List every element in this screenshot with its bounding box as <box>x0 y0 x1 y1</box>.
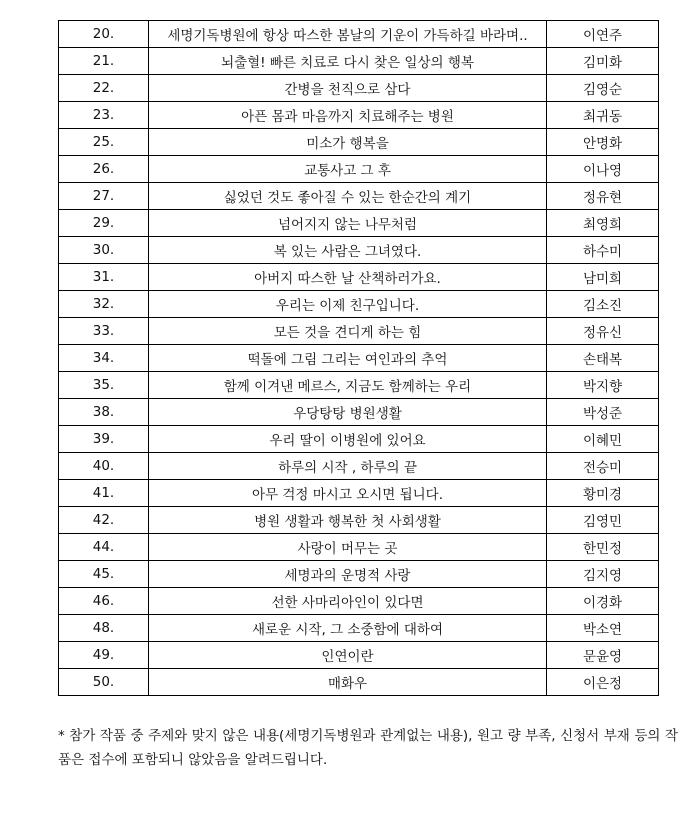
entry-title: 우당탕탕 병원생활 <box>149 399 547 426</box>
table-row <box>59 399 659 426</box>
entry-number: 34. <box>59 345 149 372</box>
table-row <box>59 534 659 561</box>
entry-number: 22. <box>59 75 149 102</box>
entry-title: 세명과의 운명적 사랑 <box>149 561 547 588</box>
entry-number: 44. <box>59 534 149 561</box>
entry-title: 미소가 행복을 <box>149 129 547 156</box>
entry-title: 새로운 시작, 그 소중함에 대하여 <box>149 615 547 642</box>
table-row <box>59 48 659 75</box>
entry-title: 사랑이 머무는 곳 <box>149 534 547 561</box>
entry-number: 29. <box>59 210 149 237</box>
table-row <box>59 183 659 210</box>
entry-author: 이나영 <box>547 156 659 183</box>
entry-title: 간병을 천직으로 삼다 <box>149 75 547 102</box>
table-row <box>59 129 659 156</box>
entry-author: 최영희 <box>547 210 659 237</box>
entry-author: 박지향 <box>547 372 659 399</box>
table-row <box>59 480 659 507</box>
entry-number: 41. <box>59 480 149 507</box>
table-row <box>59 561 659 588</box>
entry-title: 우리는 이제 친구입니다. <box>149 291 547 318</box>
table-row <box>59 507 659 534</box>
entry-number: 46. <box>59 588 149 615</box>
entry-number: 20. <box>59 21 149 48</box>
entry-author: 남미희 <box>547 264 659 291</box>
entry-number: 50. <box>59 669 149 696</box>
entry-title: 우리 딸이 이병원에 있어요 <box>149 426 547 453</box>
entry-author: 김미화 <box>547 48 659 75</box>
entry-number: 21. <box>59 48 149 75</box>
footnote: * 참가 작품 중 주제와 맞지 않은 내용(세명기독병원과 관계없는 내용), 원고 량 부족, 신청서 부재 등의 작품은 접수에 포함되니 않았음을 알려드립니다. <box>58 728 678 768</box>
entry-number: 35. <box>59 372 149 399</box>
entry-author: 최귀동 <box>547 102 659 129</box>
table-row <box>59 210 659 237</box>
table-row <box>59 453 659 480</box>
entry-author: 정유현 <box>547 183 659 210</box>
entry-author: 김소진 <box>547 291 659 318</box>
entry-number: 26. <box>59 156 149 183</box>
entry-author: 박성준 <box>547 399 659 426</box>
entry-number: 32. <box>59 291 149 318</box>
table-row <box>59 75 659 102</box>
table-row <box>59 372 659 399</box>
table-row <box>59 588 659 615</box>
entry-title: 매화우 <box>149 669 547 696</box>
entry-number: 40. <box>59 453 149 480</box>
entry-number: 39. <box>59 426 149 453</box>
entry-title: 떡돌에 그림 그리는 여인과의 추억 <box>149 345 547 372</box>
entry-author: 정유신 <box>547 318 659 345</box>
entry-number: 27. <box>59 183 149 210</box>
table-row <box>59 669 659 696</box>
entries-table <box>58 20 659 696</box>
entry-title: 함께 이겨낸 메르스, 지금도 함께하는 우리 <box>149 372 547 399</box>
table-row <box>59 21 659 48</box>
entry-number: 45. <box>59 561 149 588</box>
entry-author: 이혜민 <box>547 426 659 453</box>
entry-author: 전승미 <box>547 453 659 480</box>
entry-author: 김영민 <box>547 507 659 534</box>
entry-title: 아버지 따스한 날 산책하러가요. <box>149 264 547 291</box>
entry-title: 세명기독병원에 항상 따스한 봄날의 기운이 가득하길 바라며.. <box>149 21 547 48</box>
entry-number: 23. <box>59 102 149 129</box>
entry-author: 김영순 <box>547 75 659 102</box>
entry-number: 38. <box>59 399 149 426</box>
entry-number: 25. <box>59 129 149 156</box>
table-row <box>59 642 659 669</box>
entry-title: 선한 사마리아인이 있다면 <box>149 588 547 615</box>
entry-title: 복 있는 사람은 그녀였다. <box>149 237 547 264</box>
entry-author: 박소연 <box>547 615 659 642</box>
entry-number: 31. <box>59 264 149 291</box>
table-row <box>59 615 659 642</box>
entry-number: 30. <box>59 237 149 264</box>
table-row <box>59 102 659 129</box>
entry-number: 42. <box>59 507 149 534</box>
entry-number: 49. <box>59 642 149 669</box>
table-row <box>59 345 659 372</box>
entry-author: 이연주 <box>547 21 659 48</box>
entry-author: 안명화 <box>547 129 659 156</box>
entry-author: 문윤영 <box>547 642 659 669</box>
entry-title: 하루의 시작 , 하루의 끝 <box>149 453 547 480</box>
entry-title: 교통사고 그 후 <box>149 156 547 183</box>
entry-author: 김지영 <box>547 561 659 588</box>
entry-author: 손태복 <box>547 345 659 372</box>
entry-author: 하수미 <box>547 237 659 264</box>
entry-author: 한민정 <box>547 534 659 561</box>
table-row <box>59 237 659 264</box>
entry-author: 이은정 <box>547 669 659 696</box>
entry-title: 아무 걱정 마시고 오시면 됩니다. <box>149 480 547 507</box>
entry-number: 33. <box>59 318 149 345</box>
entry-title: 인연이란 <box>149 642 547 669</box>
entry-number: 48. <box>59 615 149 642</box>
table-row <box>59 291 659 318</box>
table-row <box>59 156 659 183</box>
table-row <box>59 318 659 345</box>
entry-title: 병원 생활과 행복한 첫 사회생활 <box>149 507 547 534</box>
entry-author: 이경화 <box>547 588 659 615</box>
table-row <box>59 264 659 291</box>
table-row <box>59 426 659 453</box>
entry-title: 넘어지지 않는 나무처럼 <box>149 210 547 237</box>
entry-title: 모든 것을 견디게 하는 힘 <box>149 318 547 345</box>
entry-title: 뇌출혈! 빠른 치료로 다시 찾은 일상의 행복 <box>149 48 547 75</box>
entry-title: 아픈 몸과 마음까지 치료해주는 병원 <box>149 102 547 129</box>
entry-title: 싫었던 것도 좋아질 수 있는 한순간의 계기 <box>149 183 547 210</box>
entries-table-body <box>59 21 659 696</box>
entry-author: 황미경 <box>547 480 659 507</box>
